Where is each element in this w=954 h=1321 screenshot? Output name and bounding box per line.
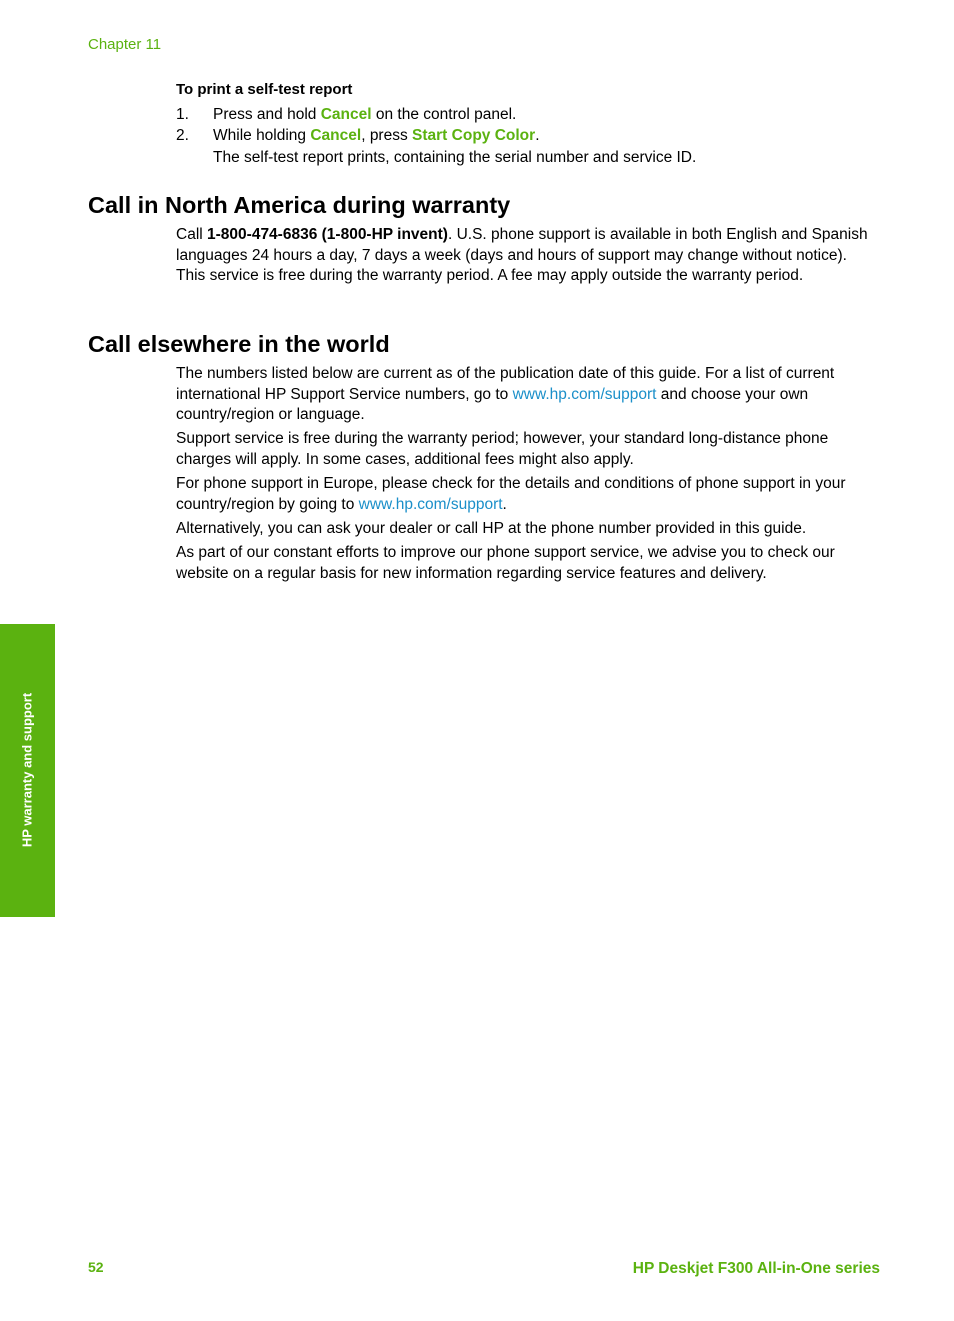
side-tab: [0, 624, 55, 917]
start-copy-color-button-ref: Start Copy Color: [412, 127, 536, 144]
chapter-label: Chapter 11: [88, 36, 162, 53]
para-text: .: [502, 495, 507, 513]
paragraph-numbers-current: [176, 364, 876, 426]
page-number: 52: [88, 1259, 104, 1275]
step-text: , press: [361, 127, 413, 144]
heading-elsewhere: Call elsewhere in the world: [88, 331, 390, 357]
cancel-button-ref: Cancel: [320, 106, 372, 123]
paragraph-europe: [176, 474, 876, 515]
paragraph-dealer: Alternatively, you can ask your dealer or call HP at the phone number provided in this guide.: [176, 520, 807, 537]
para-text: For phone support in Europe, please check for the details and conditions of phone support in your country/region by going to: [176, 475, 846, 513]
side-tab-label: HP warranty and support: [19, 692, 35, 848]
paragraph-north-america: [176, 225, 876, 287]
para-text: The numbers listed below are current as of the publication date of this guide. For a list of current international HP Support Service numbers, go to: [176, 365, 835, 403]
paragraph-free-service: Support service is free during the warranty period; however, your standard long-distance phone charges will apply. In some cases, additional fees might also apply.: [176, 430, 829, 468]
step-text: Press and hold: [213, 106, 321, 123]
support-link[interactable]: www.hp.com/support: [512, 385, 657, 403]
para-text: . U.S. phone support is available in both English and Spanish languages 24 hours a day, 7 days a week (days and hours of support may change without notice). This service is free during the warranty period. A fee may apply outside the warranty period.: [176, 226, 868, 284]
cancel-button-ref: Cancel: [310, 127, 362, 144]
procedure-title: To print a self-test report: [176, 81, 353, 98]
step-number: 1.: [176, 106, 189, 123]
step-text: on the control panel.: [371, 106, 517, 123]
support-link[interactable]: www.hp.com/support: [358, 495, 503, 513]
para-text: and choose your own country/region or language.: [176, 385, 809, 423]
procedure-step-1: [176, 104, 516, 125]
paragraph-website: As part of our constant efforts to improve our phone support service, we advise you to check our website on a regular basis for new information regarding service features and delivery.: [176, 544, 835, 582]
procedure-step-2: [176, 125, 540, 146]
step-number: 2.: [176, 127, 189, 144]
step-text: .: [535, 127, 540, 144]
product-name: HP Deskjet F300 All-in-One series: [632, 1260, 880, 1277]
phone-number: 1-800-474-6836 (1-800-HP invent): [207, 226, 448, 243]
step-text: While holding: [213, 127, 311, 144]
para-text: Call: [176, 226, 208, 243]
step-result: The self-test report prints, containing the serial number and service ID.: [213, 149, 697, 166]
heading-north-america: Call in North America during warranty: [88, 192, 511, 218]
